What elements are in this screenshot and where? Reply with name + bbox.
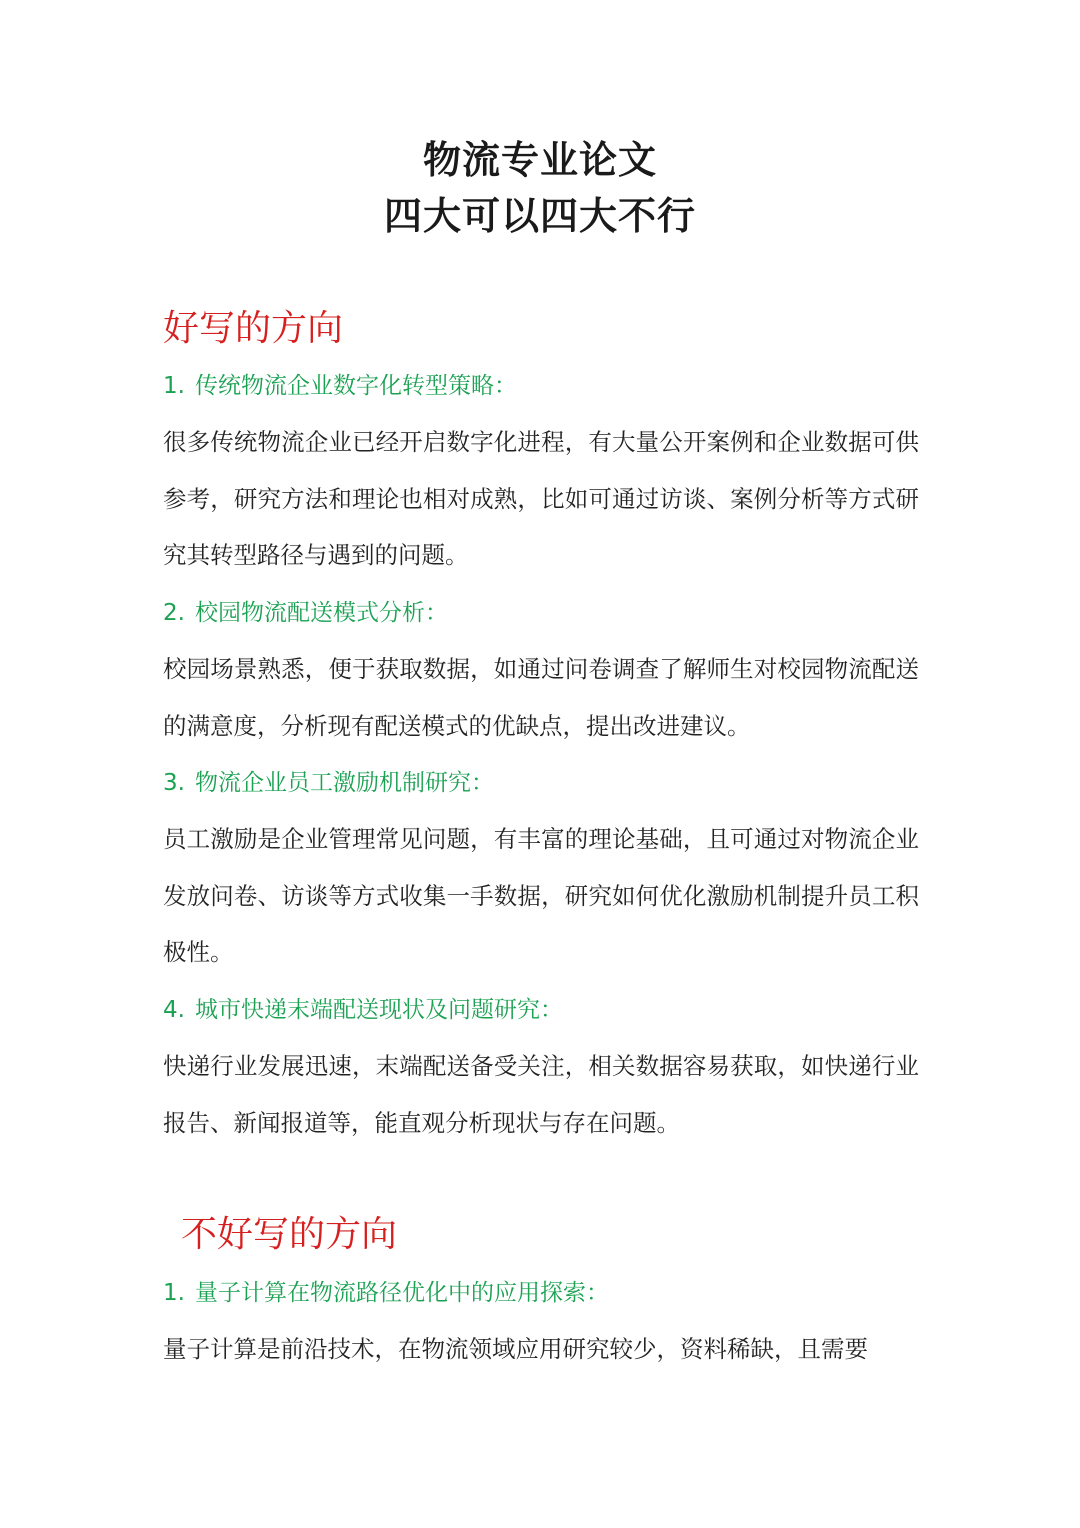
good-item-4-title: 城市快递末端配送现状及问题研究： (195, 997, 563, 1023)
bad-item-1-title: 量子计算在物流路径优化中的应用探索： (195, 1280, 609, 1306)
bad-item-1-number: 1. (163, 1280, 185, 1306)
good-item-3-number: 3. (163, 770, 185, 796)
good-item-4-heading (163, 992, 563, 1028)
good-item-2-title: 校园物流配送模式分析： (195, 600, 448, 626)
document-title-line-1: 物流专业论文 (422, 137, 657, 182)
good-item-3-body: 员工激励是企业管理常见问题，有丰富的理论基础，且可通过对物流企业发放问卷、访谈等方式收集一手数据，研究如何优化激励机制提升员工积极性。 (163, 825, 919, 967)
good-item-1-number: 1. (163, 373, 185, 399)
good-item-1-title: 传统物流企业数字化转型策略： (195, 373, 517, 399)
good-item-4-body: 快递行业发展迅速，末端配送备受关注，相关数据容易获取，如快递行业报告、新闻报道等，能直观分析现状与存在问题。 (163, 1052, 919, 1137)
good-item-1-body: 很多传统物流企业已经开启数字化进程，有大量公开案例和企业数据可供参考，研究方法和理论也相对成熟，比如可通过访谈、案例分析等方式研究其转型路径与遇到的问题。 (163, 428, 919, 570)
good-section-heading: 好写的方向 (163, 308, 344, 349)
bad-item-1-heading (163, 1275, 609, 1311)
bad-item-1-body: 量子计算是前沿技术，在物流领域应用研究较少，资料稀缺，且需要 (163, 1335, 868, 1363)
good-item-3-heading (163, 765, 494, 801)
good-item-1-heading (163, 368, 517, 404)
good-item-2-heading (163, 595, 448, 631)
good-item-3-title: 物流企业员工激励机制研究： (195, 770, 494, 796)
good-item-4-number: 4. (163, 997, 185, 1023)
good-item-2-body: 校园场景熟悉，便于获取数据，如通过问卷调查了解师生对校园物流配送的满意度，分析现有配送模式的优缺点，提出改进建议。 (163, 655, 919, 740)
good-item-2-number: 2. (163, 600, 185, 626)
document-title-line-2: 四大可以四大不行 (383, 193, 696, 238)
bad-section-heading: 不好写的方向 (181, 1214, 398, 1255)
